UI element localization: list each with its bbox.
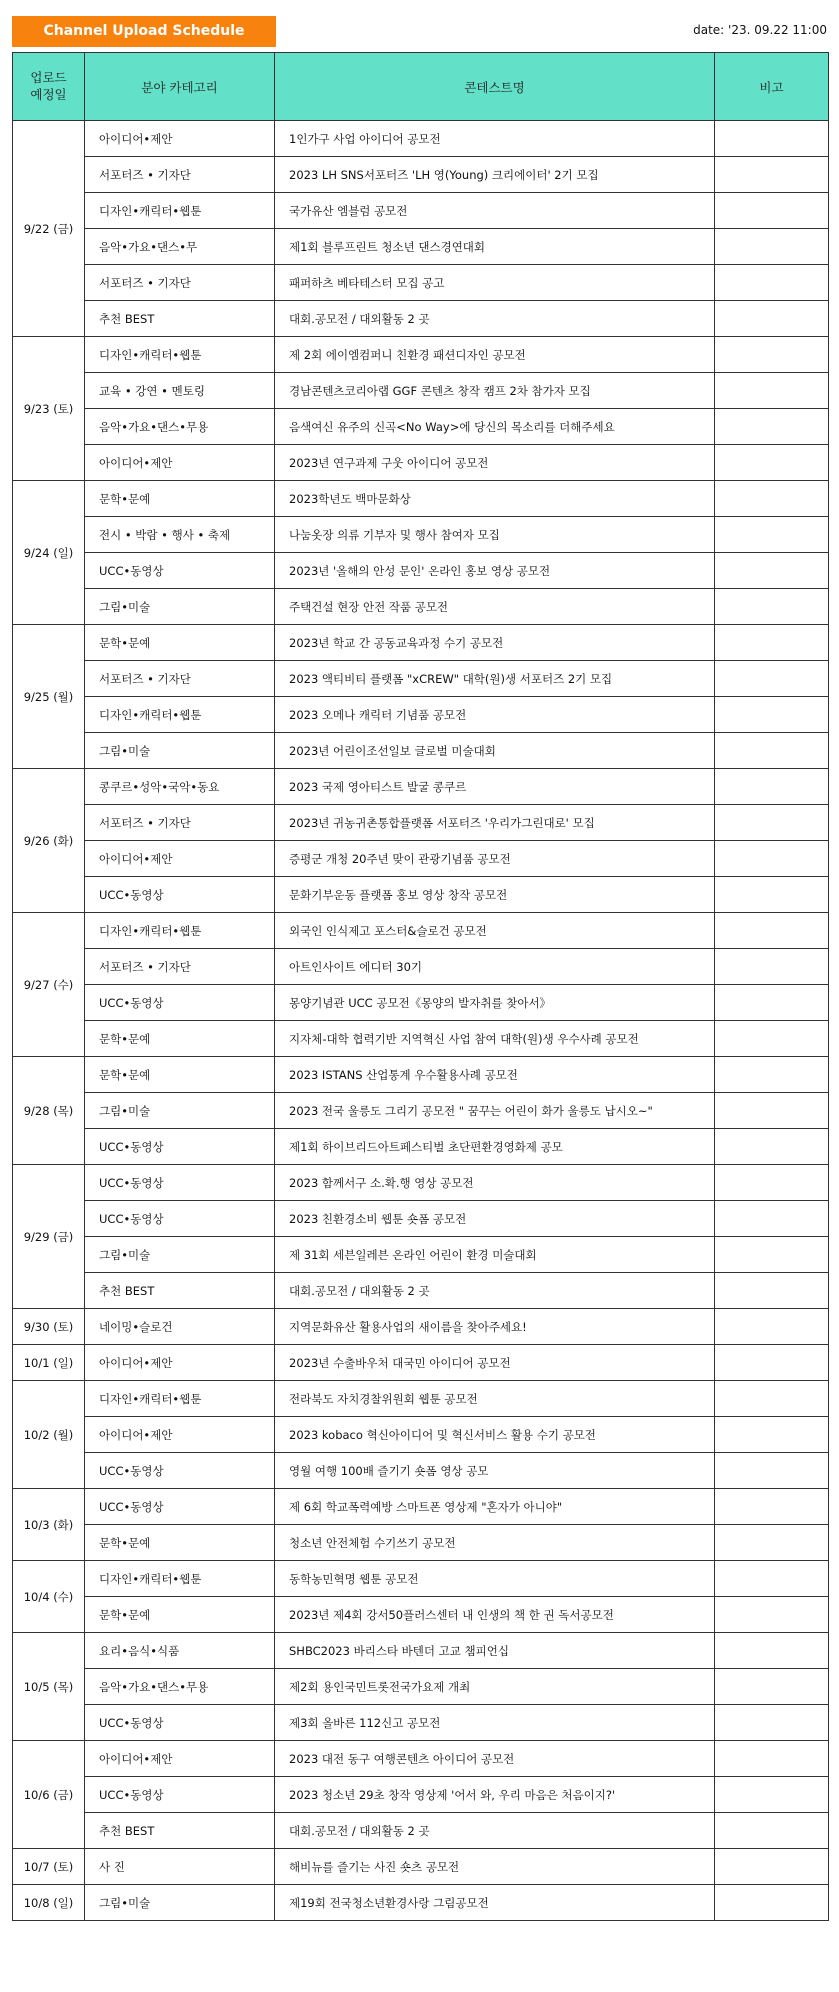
category-cell: 문학•문예 bbox=[85, 1525, 275, 1561]
note-cell bbox=[715, 481, 829, 517]
contest-name-cell: 나눔옷장 의류 기부자 및 행사 참여자 모집 bbox=[275, 517, 715, 553]
contest-name-cell: 2023 청소년 29초 창작 영상제 '어서 와, 우리 마음은 처음이지?' bbox=[275, 1777, 715, 1813]
column-header-category: 분야 카테고리 bbox=[85, 53, 275, 121]
category-cell: 그림•미술 bbox=[85, 589, 275, 625]
table-row bbox=[13, 1093, 829, 1129]
upload-schedule-table bbox=[12, 52, 829, 1921]
upload-date-cell: 9/27 (수) bbox=[13, 913, 85, 1057]
contest-name-cell: 국가유산 엠블럼 공모전 bbox=[275, 193, 715, 229]
table-row bbox=[13, 697, 829, 733]
contest-name-cell: 대회.공모전 / 대외활동 2 곳 bbox=[275, 301, 715, 337]
contest-name-cell: 2023년 제4회 강서50플러스센터 내 인생의 책 한 권 독서공모전 bbox=[275, 1597, 715, 1633]
note-cell bbox=[715, 1201, 829, 1237]
table-row bbox=[13, 445, 829, 481]
upload-date-cell: 10/7 (토) bbox=[13, 1849, 85, 1885]
contest-name-cell: 외국인 인식제고 포스터&슬로건 공모전 bbox=[275, 913, 715, 949]
note-cell bbox=[715, 1237, 829, 1273]
table-row bbox=[13, 157, 829, 193]
contest-name-cell: 제19회 전국청소년환경사랑 그림공모전 bbox=[275, 1885, 715, 1921]
category-cell: UCC•동영상 bbox=[85, 1129, 275, 1165]
note-cell bbox=[715, 1813, 829, 1849]
table-row bbox=[13, 985, 829, 1021]
table-row bbox=[13, 589, 829, 625]
column-header-note: 비고 bbox=[715, 53, 829, 121]
contest-name-cell: 2023년 '올해의 안성 문인' 온라인 홍보 영상 공모전 bbox=[275, 553, 715, 589]
table-row bbox=[13, 337, 829, 373]
note-cell bbox=[715, 157, 829, 193]
table-row bbox=[13, 121, 829, 157]
table-row bbox=[13, 1669, 829, 1705]
upload-date-cell: 9/24 (일) bbox=[13, 481, 85, 625]
contest-name-cell: 2023년 학교 간 공동교육과정 수기 공모전 bbox=[275, 625, 715, 661]
table-row bbox=[13, 1381, 829, 1417]
note-cell bbox=[715, 121, 829, 157]
contest-name-cell: 문화기부운동 플랫폼 홍보 영상 창작 공모전 bbox=[275, 877, 715, 913]
upload-date-cell: 10/1 (일) bbox=[13, 1345, 85, 1381]
note-cell bbox=[715, 913, 829, 949]
note-cell bbox=[715, 1885, 829, 1921]
category-cell: 요리•음식•식품 bbox=[85, 1633, 275, 1669]
note-cell bbox=[715, 517, 829, 553]
note-cell bbox=[715, 1525, 829, 1561]
contest-name-cell: 대회.공모전 / 대외활동 2 곳 bbox=[275, 1273, 715, 1309]
note-cell bbox=[715, 193, 829, 229]
table-row bbox=[13, 481, 829, 517]
contest-name-cell: 제 6회 학교폭력예방 스마트폰 영상제 "혼자가 아니야" bbox=[275, 1489, 715, 1525]
category-cell: 서포터즈 • 기자단 bbox=[85, 661, 275, 697]
category-cell: UCC•동영상 bbox=[85, 1777, 275, 1813]
contest-name-cell: 2023 전국 울릉도 그리기 공모전 " 꿈꾸는 어린이 화가 울릉도 납시오~" bbox=[275, 1093, 715, 1129]
category-cell: 서포터즈 • 기자단 bbox=[85, 265, 275, 301]
contest-name-cell: 제3회 올바른 112신고 공모전 bbox=[275, 1705, 715, 1741]
category-cell: 아이디어•제안 bbox=[85, 1741, 275, 1777]
contest-name-cell: 아트인사이트 에디터 30기 bbox=[275, 949, 715, 985]
table-row bbox=[13, 949, 829, 985]
column-header-contest: 콘테스트명 bbox=[275, 53, 715, 121]
contest-name-cell: 2023년 연구과제 구웃 아이디어 공모전 bbox=[275, 445, 715, 481]
table-row bbox=[13, 1417, 829, 1453]
table-body bbox=[13, 121, 829, 1921]
contest-name-cell: 패퍼하츠 베타테스터 모집 공고 bbox=[275, 265, 715, 301]
category-cell: 음악•가요•댄스•무용 bbox=[85, 1669, 275, 1705]
category-cell: UCC•동영상 bbox=[85, 1201, 275, 1237]
upload-date-cell: 9/28 (목) bbox=[13, 1057, 85, 1165]
note-cell bbox=[715, 841, 829, 877]
category-cell: 그림•미술 bbox=[85, 1093, 275, 1129]
table-row bbox=[13, 625, 829, 661]
note-cell bbox=[715, 805, 829, 841]
category-cell: 그림•미술 bbox=[85, 1237, 275, 1273]
contest-name-cell: 2023 ISTANS 산업통계 우수활용사례 공모전 bbox=[275, 1057, 715, 1093]
category-cell: 추천 BEST bbox=[85, 301, 275, 337]
table-row bbox=[13, 1813, 829, 1849]
note-cell bbox=[715, 337, 829, 373]
note-cell bbox=[715, 733, 829, 769]
table-row bbox=[13, 1777, 829, 1813]
contest-name-cell: 2023년 귀농귀촌통합플랫폼 서포터즈 '우리가그린대로' 모집 bbox=[275, 805, 715, 841]
note-cell bbox=[715, 1489, 829, 1525]
note-cell bbox=[715, 301, 829, 337]
note-cell bbox=[715, 1633, 829, 1669]
table-row bbox=[13, 1561, 829, 1597]
table-row bbox=[13, 553, 829, 589]
table-row bbox=[13, 733, 829, 769]
note-cell bbox=[715, 445, 829, 481]
table-row bbox=[13, 1597, 829, 1633]
contest-name-cell: 2023학년도 백마문화상 bbox=[275, 481, 715, 517]
contest-name-cell: 제1회 하이브리드아트페스티벌 초단편환경영화제 공모 bbox=[275, 1129, 715, 1165]
upload-date-cell: 9/25 (월) bbox=[13, 625, 85, 769]
contest-name-cell: 지역문화유산 활용사업의 새이름을 찾아주세요! bbox=[275, 1309, 715, 1345]
table-row bbox=[13, 1021, 829, 1057]
contest-name-cell: SHBC2023 바리스타 바텐더 고교 챔피언십 bbox=[275, 1633, 715, 1669]
category-cell: 아이디어•제안 bbox=[85, 121, 275, 157]
category-cell: 교육 • 강연 • 멘토링 bbox=[85, 373, 275, 409]
note-cell bbox=[715, 1741, 829, 1777]
table-row bbox=[13, 1453, 829, 1489]
contest-name-cell: 제 2회 에이엠컴퍼니 친환경 패션디자인 공모전 bbox=[275, 337, 715, 373]
category-cell: 서포터즈 • 기자단 bbox=[85, 157, 275, 193]
contest-name-cell: 청소년 안전체험 수기쓰기 공모전 bbox=[275, 1525, 715, 1561]
note-cell bbox=[715, 1021, 829, 1057]
contest-name-cell: 대회.공모전 / 대외활동 2 곳 bbox=[275, 1813, 715, 1849]
category-cell: 그림•미술 bbox=[85, 1885, 275, 1921]
contest-name-cell: 2023 오메나 캐릭터 기념품 공모전 bbox=[275, 697, 715, 733]
category-cell: 문학•문예 bbox=[85, 1597, 275, 1633]
note-cell bbox=[715, 373, 829, 409]
note-cell bbox=[715, 769, 829, 805]
note-cell bbox=[715, 1093, 829, 1129]
category-cell: 사 진 bbox=[85, 1849, 275, 1885]
upload-date-cell: 9/30 (토) bbox=[13, 1309, 85, 1345]
table-row bbox=[13, 805, 829, 841]
contest-name-cell: 제2회 용인국민트롯전국가요제 개최 bbox=[275, 1669, 715, 1705]
note-cell bbox=[715, 1453, 829, 1489]
note-cell bbox=[715, 877, 829, 913]
category-cell: UCC•동영상 bbox=[85, 985, 275, 1021]
contest-name-cell: 지자체-대학 협력기반 지역혁신 사업 참여 대학(원)생 우수사례 공모전 bbox=[275, 1021, 715, 1057]
category-cell: 아이디어•제안 bbox=[85, 445, 275, 481]
category-cell: 문학•문예 bbox=[85, 1021, 275, 1057]
table-row bbox=[13, 193, 829, 229]
category-cell: 디자인•캐릭터•웹툰 bbox=[85, 337, 275, 373]
contest-name-cell: 2023년 어린이조선일보 글로벌 미술대회 bbox=[275, 733, 715, 769]
note-cell bbox=[715, 1381, 829, 1417]
note-cell bbox=[715, 265, 829, 301]
upload-date-cell: 9/23 (토) bbox=[13, 337, 85, 481]
note-cell bbox=[715, 1561, 829, 1597]
table-row bbox=[13, 517, 829, 553]
note-cell bbox=[715, 661, 829, 697]
contest-name-cell: 2023년 수출바우처 대국민 아이디어 공모전 bbox=[275, 1345, 715, 1381]
note-cell bbox=[715, 1417, 829, 1453]
note-cell bbox=[715, 985, 829, 1021]
schedule-title: Channel Upload Schedule bbox=[12, 16, 276, 47]
category-cell: UCC•동영상 bbox=[85, 1453, 275, 1489]
category-cell: 추천 BEST bbox=[85, 1813, 275, 1849]
contest-name-cell: 전라북도 자치경찰위원회 웹툰 공모전 bbox=[275, 1381, 715, 1417]
table-row bbox=[13, 1309, 829, 1345]
category-cell: 디자인•캐릭터•웹툰 bbox=[85, 1561, 275, 1597]
contest-name-cell: 1인가구 사업 아이디어 공모전 bbox=[275, 121, 715, 157]
category-cell: 문학•문예 bbox=[85, 481, 275, 517]
contest-name-cell: 동학농민혁명 웹툰 공모전 bbox=[275, 1561, 715, 1597]
note-cell bbox=[715, 1057, 829, 1093]
category-cell: 디자인•캐릭터•웹툰 bbox=[85, 697, 275, 733]
contest-name-cell: 2023 친환경소비 웹툰 숏폼 공모전 bbox=[275, 1201, 715, 1237]
category-cell: UCC•동영상 bbox=[85, 1705, 275, 1741]
table-row bbox=[13, 661, 829, 697]
upload-date-cell: 10/5 (목) bbox=[13, 1633, 85, 1741]
table-row bbox=[13, 229, 829, 265]
note-cell bbox=[715, 1669, 829, 1705]
table-row bbox=[13, 1885, 829, 1921]
category-cell: UCC•동영상 bbox=[85, 553, 275, 589]
category-cell: 서포터즈 • 기자단 bbox=[85, 949, 275, 985]
category-cell: 추천 BEST bbox=[85, 1273, 275, 1309]
category-cell: 서포터즈 • 기자단 bbox=[85, 805, 275, 841]
table-row bbox=[13, 769, 829, 805]
upload-date-cell: 10/3 (화) bbox=[13, 1489, 85, 1561]
contest-name-cell: 2023 액티비티 플랫폼 "xCREW" 대학(원)생 서포터즈 2기 모집 bbox=[275, 661, 715, 697]
category-cell: 문학•문예 bbox=[85, 1057, 275, 1093]
table-row bbox=[13, 877, 829, 913]
table-row bbox=[13, 1057, 829, 1093]
contest-name-cell: 2023 함께서구 소.확.행 영상 공모전 bbox=[275, 1165, 715, 1201]
category-cell: UCC•동영상 bbox=[85, 877, 275, 913]
upload-date-cell: 9/26 (화) bbox=[13, 769, 85, 913]
table-row bbox=[13, 265, 829, 301]
contest-name-cell: 해비뉴를 즐기는 사진 숏츠 공모전 bbox=[275, 1849, 715, 1885]
table-row bbox=[13, 1705, 829, 1741]
category-cell: 음악•가요•댄스•무용 bbox=[85, 409, 275, 445]
category-cell: 전시 • 박람 • 행사 • 축제 bbox=[85, 517, 275, 553]
note-cell bbox=[715, 1705, 829, 1741]
category-cell: 아이디어•제안 bbox=[85, 841, 275, 877]
table-row bbox=[13, 1129, 829, 1165]
contest-name-cell: 주택건설 현장 안전 작품 공모전 bbox=[275, 589, 715, 625]
table-row bbox=[13, 373, 829, 409]
contest-name-cell: 제1회 블루프린트 청소년 댄스경연대회 bbox=[275, 229, 715, 265]
note-cell bbox=[715, 229, 829, 265]
table-header-row bbox=[13, 53, 829, 121]
upload-date-cell: 9/22 (금) bbox=[13, 121, 85, 337]
category-cell: 음악•가요•댄스•무 bbox=[85, 229, 275, 265]
table-row bbox=[13, 301, 829, 337]
category-cell: UCC•동영상 bbox=[85, 1489, 275, 1525]
table-row bbox=[13, 913, 829, 949]
table-row bbox=[13, 1201, 829, 1237]
note-cell bbox=[715, 1597, 829, 1633]
table-row bbox=[13, 1525, 829, 1561]
category-cell: 그림•미술 bbox=[85, 733, 275, 769]
note-cell bbox=[715, 553, 829, 589]
category-cell: 네이밍•슬로건 bbox=[85, 1309, 275, 1345]
note-cell bbox=[715, 409, 829, 445]
upload-date-cell: 9/29 (금) bbox=[13, 1165, 85, 1309]
note-cell bbox=[715, 589, 829, 625]
note-cell bbox=[715, 1129, 829, 1165]
note-cell bbox=[715, 697, 829, 733]
note-cell bbox=[715, 1273, 829, 1309]
contest-name-cell: 2023 kobaco 혁신아이디어 및 혁신서비스 활용 수기 공모전 bbox=[275, 1417, 715, 1453]
schedule-date: date: '23. 09.22 11:00 bbox=[693, 23, 827, 37]
table-row bbox=[13, 409, 829, 445]
table-row bbox=[13, 1633, 829, 1669]
note-cell bbox=[715, 1165, 829, 1201]
contest-name-cell: 몽양기념관 UCC 공모전《몽양의 발자취를 찾아서》 bbox=[275, 985, 715, 1021]
upload-date-cell: 10/4 (수) bbox=[13, 1561, 85, 1633]
category-cell: UCC•동영상 bbox=[85, 1165, 275, 1201]
note-cell bbox=[715, 949, 829, 985]
category-cell: 디자인•캐릭터•웹툰 bbox=[85, 1381, 275, 1417]
note-cell bbox=[715, 1345, 829, 1381]
note-cell bbox=[715, 625, 829, 661]
contest-name-cell: 제 31회 세븐일레븐 온라인 어린이 환경 미술대회 bbox=[275, 1237, 715, 1273]
category-cell: 아이디어•제안 bbox=[85, 1417, 275, 1453]
table-row bbox=[13, 1165, 829, 1201]
table-row bbox=[13, 1489, 829, 1525]
table-row bbox=[13, 1849, 829, 1885]
note-cell bbox=[715, 1309, 829, 1345]
column-header-upload-date: 업로드 예정일 bbox=[13, 53, 85, 121]
table-row bbox=[13, 1345, 829, 1381]
upload-date-cell: 10/2 (월) bbox=[13, 1381, 85, 1489]
category-cell: 디자인•캐릭터•웹툰 bbox=[85, 193, 275, 229]
note-cell bbox=[715, 1777, 829, 1813]
contest-name-cell: 경남콘텐츠코리아랩 GGF 콘텐츠 창작 캠프 2차 참가자 모집 bbox=[275, 373, 715, 409]
table-row bbox=[13, 1273, 829, 1309]
note-cell bbox=[715, 1849, 829, 1885]
category-cell: 콩쿠르•성악•국악•동요 bbox=[85, 769, 275, 805]
contest-name-cell: 증평군 개청 20주년 맞이 관광기념품 공모전 bbox=[275, 841, 715, 877]
contest-name-cell: 2023 대전 동구 여행콘텐츠 아이디어 공모전 bbox=[275, 1741, 715, 1777]
table-row bbox=[13, 1237, 829, 1273]
upload-date-cell: 10/6 (금) bbox=[13, 1741, 85, 1849]
table-row bbox=[13, 841, 829, 877]
category-cell: 아이디어•제안 bbox=[85, 1345, 275, 1381]
category-cell: 디자인•캐릭터•웹툰 bbox=[85, 913, 275, 949]
contest-name-cell: 음색여신 유주의 신곡<No Way>에 당신의 목소리를 더해주세요 bbox=[275, 409, 715, 445]
contest-name-cell: 영월 여행 100배 즐기기 숏폼 영상 공모 bbox=[275, 1453, 715, 1489]
upload-date-cell: 10/8 (일) bbox=[13, 1885, 85, 1921]
contest-name-cell: 2023 국제 영아티스트 발굴 콩쿠르 bbox=[275, 769, 715, 805]
table-row bbox=[13, 1741, 829, 1777]
category-cell: 문학•문예 bbox=[85, 625, 275, 661]
contest-name-cell: 2023 LH SNS서포터즈 'LH 영(Young) 크리에이터' 2기 모집 bbox=[275, 157, 715, 193]
